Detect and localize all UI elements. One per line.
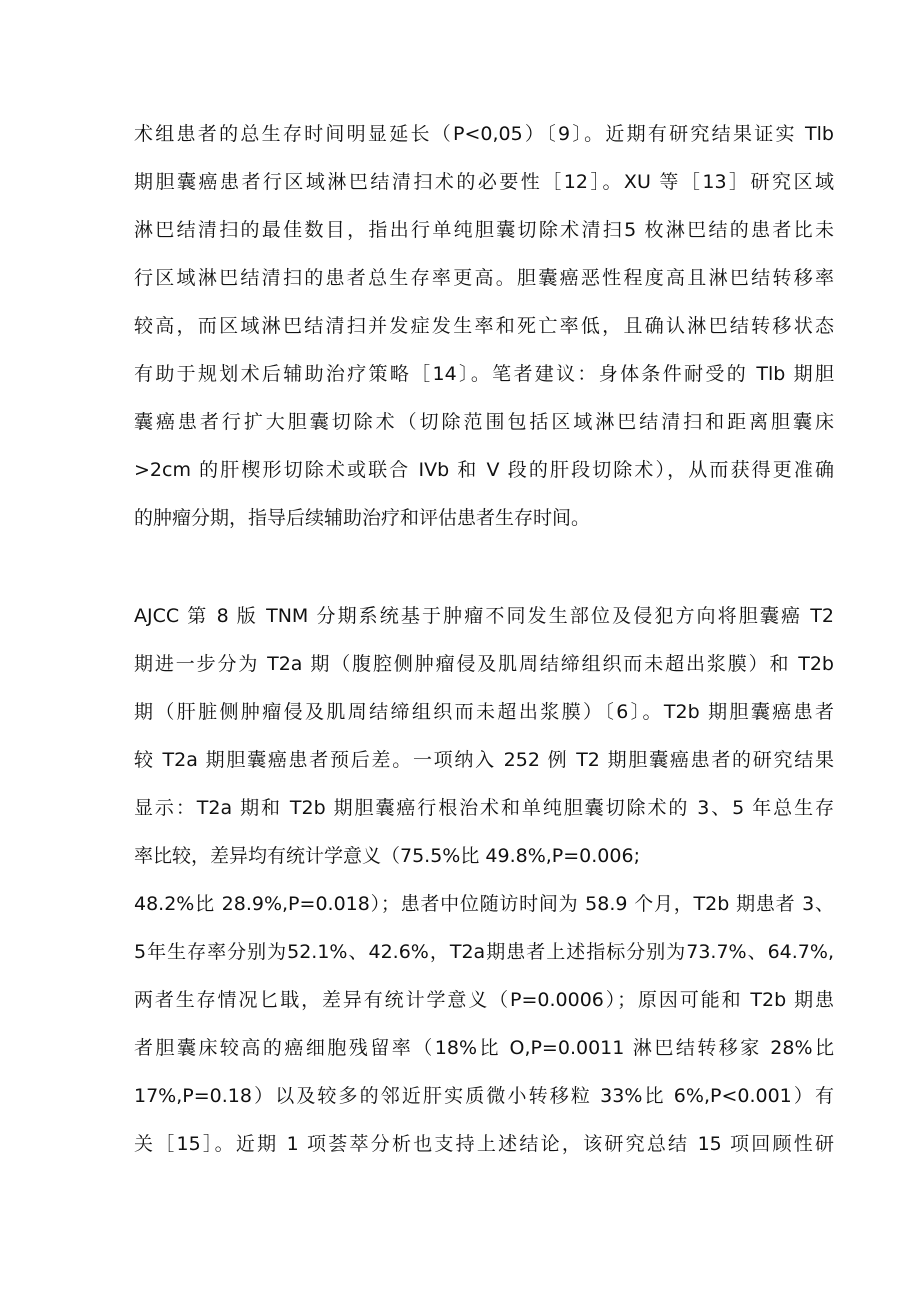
text-line: 者胆囊床较高的癌细胞残留率（18%比 O,P=0.0011 淋巴结转移家 28%比 [134, 1037, 834, 1059]
text-line: 期胆囊癌患者行区域淋巴结清扫术的必要性［12］。XU 等［13］研究区域 [134, 171, 834, 193]
text-line: 的肿瘤分期，指导后续辅助治疗和评估患者生存时间。 [134, 507, 591, 529]
text-line: AJCC 第 8 版 TNM 分期系统基于肿瘤不同发生部位及侵犯方向将胆囊癌 T2 [134, 605, 834, 627]
text-line: 淋巴结清扫的最佳数目，指出行单纯胆囊切除术清扫5 枚淋巴结的患者比未 [134, 219, 834, 241]
text-line: 关［15］。近期 1 项荟萃分析也支持上述结论，该研究总结 15 项回顾性研 [134, 1133, 834, 1155]
text-line: 有助于规划术后辅助治疗策略［14〕。笔者建议：身体条件耐受的 Tlb 期胆 [134, 363, 834, 385]
text-line: 期进一步分为 T2a 期（腹腔侧肿瘤侵及肌周结缔组织而未超出浆膜）和 T2b [134, 653, 834, 675]
text-line: 显示：T2a 期和 T2b 期胆囊癌行根治术和单纯胆囊切除术的 3、5 年总生存 [134, 797, 834, 819]
text-line: 术组患者的总生存时间明显延长（P<0,05）〔9〕。近期有研究结果证实 Tlb [134, 123, 834, 145]
text-line: 17%,P=0.18）以及较多的邻近肝实质微小转移粒 33%比 6%,P<0.001）有 [134, 1085, 834, 1107]
text-line: 48.2%比 28.9%,P=0.018）；患者中位随访时间为 58.9 个月，T2b 期患者 3、 [134, 893, 834, 915]
text-line: 较高，而区域淋巴结清扫并发症发生率和死亡率低，且确认淋巴结转移状态 [134, 315, 834, 337]
text-line: >2cm 的肝楔形切除术或联合 IVb 和 V 段的肝段切除术），从而获得更准确 [134, 459, 834, 481]
text-line: 期（肝脏侧肿瘤侵及肌周结缔组织而未超出浆膜）〔6〕。T2b 期胆囊癌患者 [134, 701, 834, 723]
text-line: 行区域淋巴结清扫的患者总生存率更高。胆囊癌恶性程度高且淋巴结转移率 [134, 267, 834, 289]
text-line: 两者生存情况匕戢，差异有统计学意义（P=0.0006）；原因可能和 T2b 期患 [134, 989, 834, 1011]
text-line: 5年生存率分别为52.1%、42.6%，T2a期患者上述指标分别为73.7%、64.7%, [134, 941, 834, 963]
text-line: 囊癌患者行扩大胆囊切除术（切除范围包括区域淋巴结清扫和距离胆囊床 [134, 411, 834, 433]
text-line: 率比较，差异均有统计学意义（75.5%比 49.8%,P=0.006; [134, 845, 640, 867]
text-line: 较 T2a 期胆囊癌患者预后差。一项纳入 252 例 T2 期胆囊癌患者的研究结果 [134, 749, 834, 771]
